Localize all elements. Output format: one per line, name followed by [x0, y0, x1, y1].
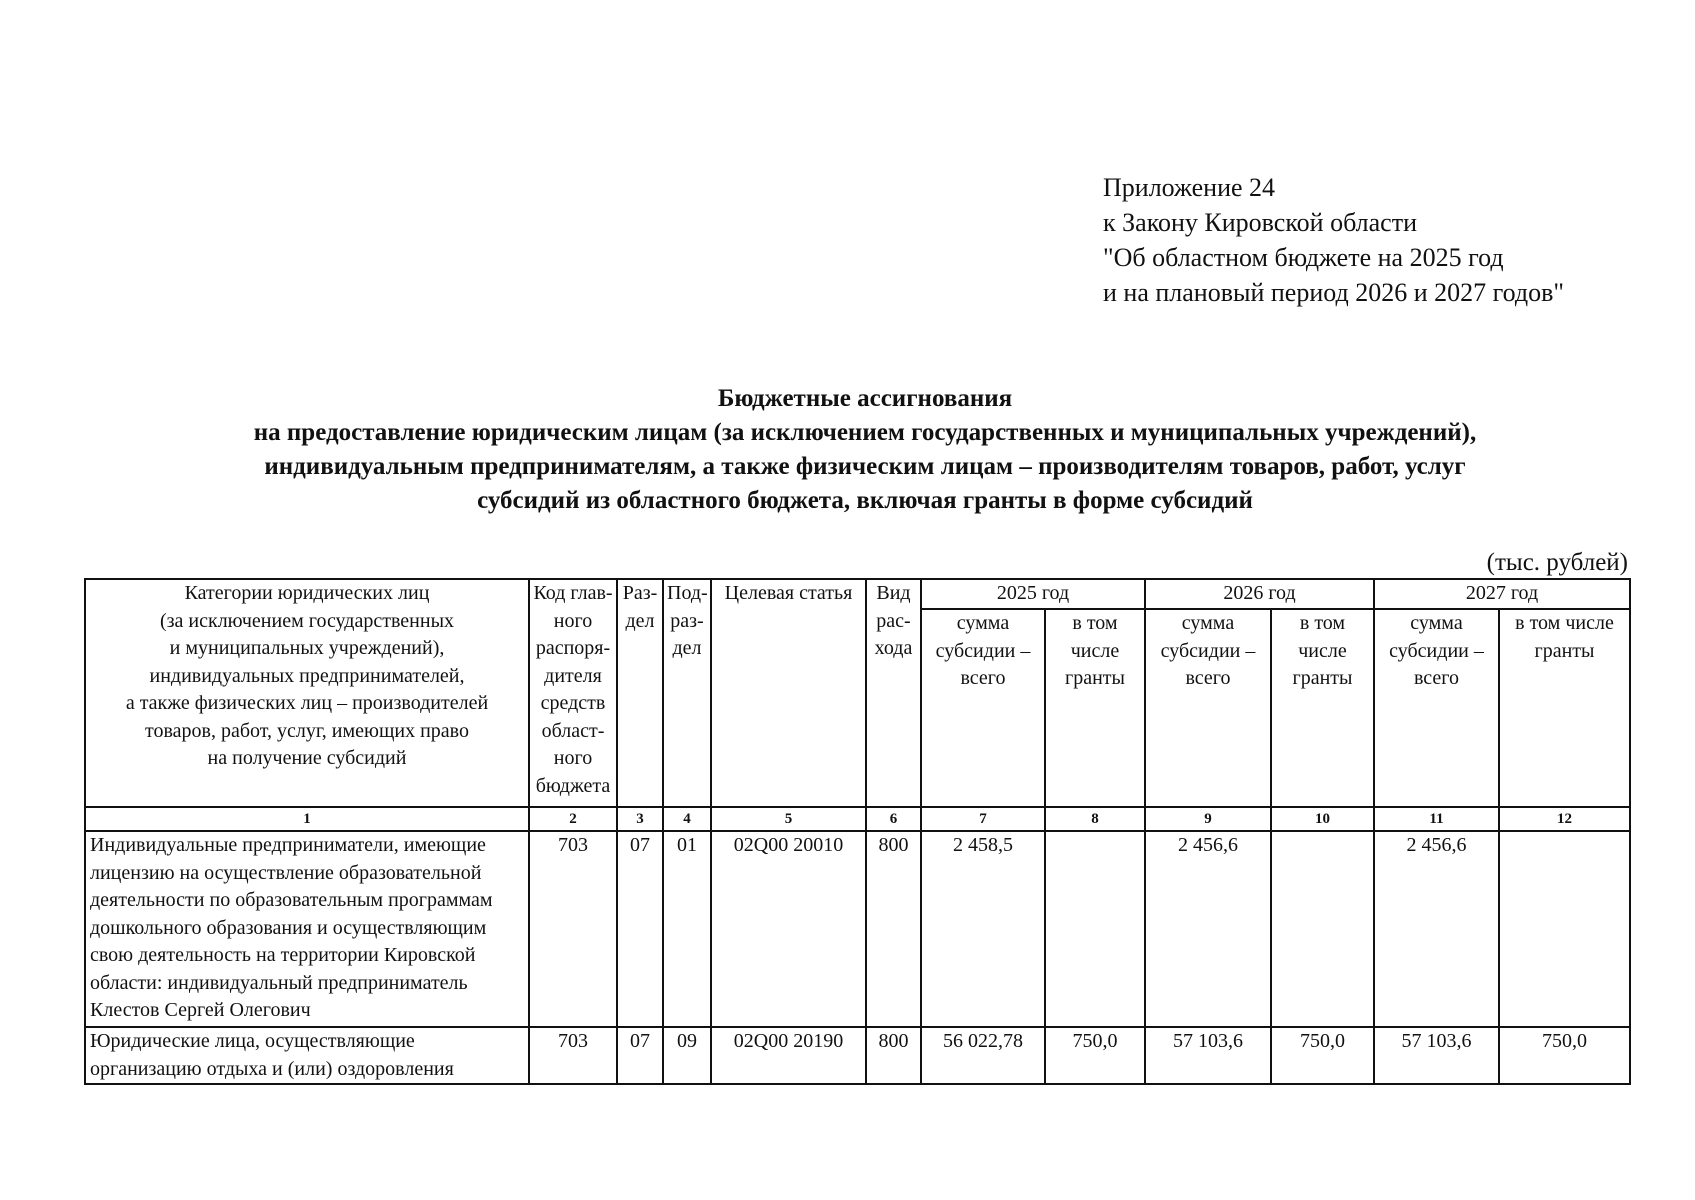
document-title: [150, 382, 1580, 518]
header-row-main: [85, 579, 1630, 609]
table-row: [85, 1027, 1630, 1084]
title-line-4: субсидий из областного бюджета, включая гранты в форме субсидий: [477, 487, 1253, 514]
column-number-row: [85, 807, 1630, 831]
row-admin-code: 703: [529, 831, 617, 1027]
row-grants-2025: [1045, 831, 1145, 1027]
row-target-article: 02Q00 20010: [711, 831, 866, 1027]
appendix-note: [1103, 170, 1564, 310]
row-sum-2027: 2 456,6: [1374, 831, 1499, 1027]
column-number: 1: [85, 807, 529, 831]
column-number: 4: [663, 807, 711, 831]
row-category: Юридические лица, осуществляющие организацию отдыха и (или) оздоровления: [85, 1027, 529, 1084]
row-subsection: 01: [663, 831, 711, 1027]
table-row: [85, 831, 1630, 1027]
row-grants-2027: 750,0: [1499, 1027, 1630, 1084]
row-target-article: 02Q00 20190: [711, 1027, 866, 1084]
row-section: 07: [617, 1027, 663, 1084]
appendix-line-1: Приложение 24: [1103, 173, 1276, 202]
column-number: 6: [866, 807, 921, 831]
row-category: Индивидуальные предприниматели, имеющие лицензию на осуществление образовательной деятельности по образовательным программам дошкольного образования и осуществляющим свою деятельность на территории Кировской области: индивидуальный предприниматель Клестов Сергей Олегович: [85, 831, 529, 1027]
row-sum-2026: 2 456,6: [1145, 831, 1271, 1027]
row-grants-2025: 750,0: [1045, 1027, 1145, 1084]
row-sum-2027: 57 103,6: [1374, 1027, 1499, 1084]
title-line-1: Бюджетные ассигнования: [717, 385, 1013, 412]
header-sum-2027: сумма субсидии – всего: [1374, 609, 1499, 807]
header-sum-2026: сумма субсидии – всего: [1145, 609, 1271, 807]
header-sum-2025: сумма субсидии – всего: [921, 609, 1045, 807]
row-sum-2026: 57 103,6: [1145, 1027, 1271, 1084]
row-section: 07: [617, 831, 663, 1027]
header-admin-code: Код глав- ного распоря- дителя средств област- ного бюджета: [529, 579, 617, 807]
row-grants-2026: 750,0: [1271, 1027, 1374, 1084]
column-number: 2: [529, 807, 617, 831]
units-label: (тыс. рублей): [1486, 549, 1628, 576]
appendix-line-3: "Об областном бюджете на 2025 год: [1103, 243, 1504, 272]
column-number: 10: [1271, 807, 1374, 831]
column-number: 12: [1499, 807, 1630, 831]
appendix-line-2: к Закону Кировской области: [1103, 208, 1417, 237]
budget-table: [84, 578, 1631, 1085]
column-number: 5: [711, 807, 866, 831]
column-number: 11: [1374, 807, 1499, 831]
header-target-article: Целевая статья: [711, 579, 866, 807]
header-category: Категории юридических лиц (за исключением государственных и муниципальных учреждений), индивидуальных предпринимателей, а также физических лиц – производителей товаров, работ, услуг, имеющих право на получение субсидий: [85, 579, 529, 807]
column-number: 8: [1045, 807, 1145, 831]
header-grants-2027: в том числе гранты: [1499, 609, 1630, 807]
row-grants-2027: [1499, 831, 1630, 1027]
header-grants-2026: в том числе гранты: [1271, 609, 1374, 807]
header-section: Раз- дел: [617, 579, 663, 807]
appendix-line-4: и на плановый период 2026 и 2027 годов": [1103, 278, 1565, 307]
row-expense-type: 800: [866, 1027, 921, 1084]
column-number: 9: [1145, 807, 1271, 831]
header-expense-type: Вид рас- хода: [866, 579, 921, 807]
row-subsection: 09: [663, 1027, 711, 1084]
column-number: 3: [617, 807, 663, 831]
header-grants-2025: в том числе гранты: [1045, 609, 1145, 807]
header-year-2026: 2026 год: [1145, 579, 1374, 609]
header-subsection: Под- раз- дел: [663, 579, 711, 807]
header-year-2027: 2027 год: [1374, 579, 1630, 609]
title-line-3: индивидуальным предпринимателям, а также физическим лицам – производителям товаров, работ, услуг: [264, 453, 1466, 480]
row-grants-2026: [1271, 831, 1374, 1027]
row-admin-code: 703: [529, 1027, 617, 1084]
row-expense-type: 800: [866, 831, 921, 1027]
header-year-2025: 2025 год: [921, 579, 1145, 609]
title-line-2: на предоставление юридическим лицам (за исключением государственных и муниципальных учреждений),: [253, 419, 1477, 446]
row-sum-2025: 56 022,78: [921, 1027, 1045, 1084]
column-number: 7: [921, 807, 1045, 831]
row-sum-2025: 2 458,5: [921, 831, 1045, 1027]
